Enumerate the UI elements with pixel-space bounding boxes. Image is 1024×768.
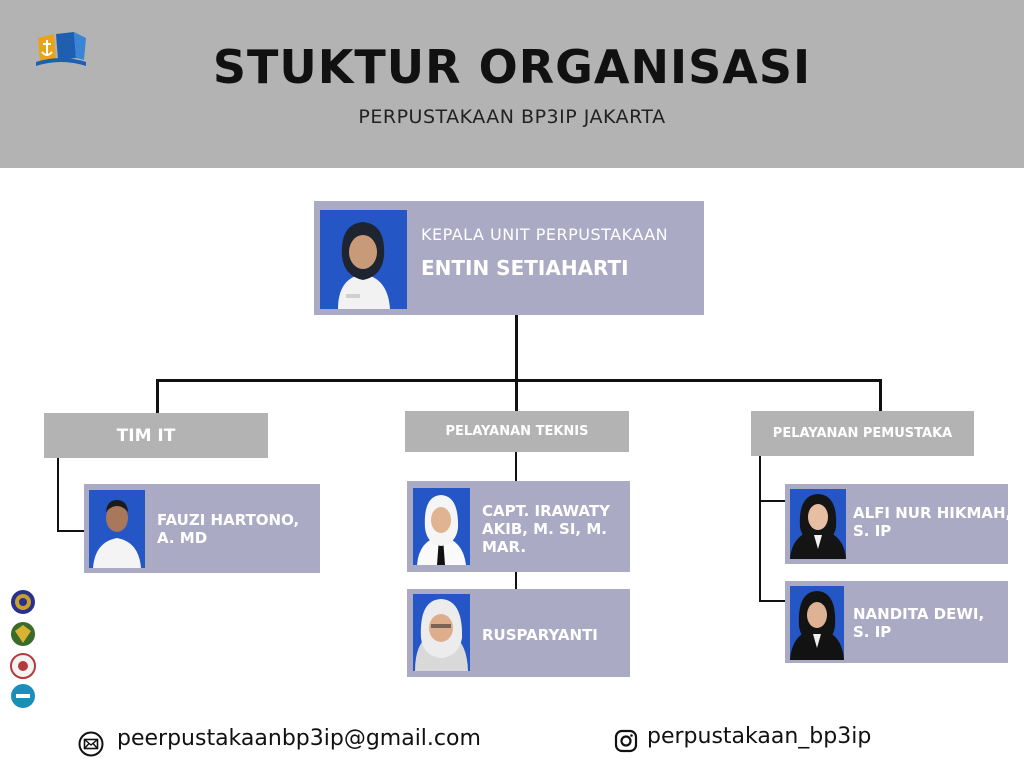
member-photo-fauzi [89,490,145,568]
member-photo-nandita [790,586,844,660]
connector-pemustaka-vertical [759,455,761,602]
division-label-pelayanan-teknis: PELAYANAN TEKNIS [405,411,629,452]
head-photo [320,210,407,309]
page-subtitle: PERPUSTAKAAN BP3IP JAKARTA [358,106,666,128]
member-name-nandita: NANDITA DEWI, S. IP [853,605,985,641]
division-label-tim-it: TIM IT [44,413,268,458]
mail-icon [78,731,104,757]
member-photo-irawaty [413,488,470,565]
connector-horizontal [156,379,882,382]
blu-logo-icon [10,683,36,709]
connector-teknis-1 [515,451,517,481]
seal-icon-2 [10,621,36,647]
head-name: ENTIN SETIAHARTI [421,256,629,280]
head-role: KEPALA UNIT PERPUSTAKAAN [421,225,669,244]
member-name-rusparyanti: RUSPARYANTI [482,626,598,644]
member-name-irawaty: CAPT. IRAWATY AKIB, M. SI, M. MAR. [482,502,610,556]
connector-it-vertical [57,456,59,532]
member-name-alfi: ALFI NUR HIKMAH, S. IP [853,504,1012,540]
footer-email[interactable]: peerpustakaanbp3ip@gmail.com [117,726,481,751]
seal-icon-1 [10,589,36,615]
connector-center-drop [515,379,518,411]
connector-pemustaka-h2 [759,600,786,602]
connector-it-horizontal [57,530,84,532]
member-photo-rusparyanti [413,594,470,671]
division-label-pelayanan-pemustaka: PELAYANAN PEMUSTAKA [751,411,974,456]
connector-pemustaka-h1 [759,500,786,502]
connector-right-drop [879,379,882,411]
connector-teknis-2 [515,571,517,589]
connector-head-down [515,314,518,381]
footer-instagram[interactable]: perpustakaan_bp3ip [647,724,872,749]
page-title: STUKTUR ORGANISASI [212,40,812,94]
instagram-icon [614,729,638,753]
member-photo-alfi [790,489,846,559]
member-name-fauzi: FAUZI HARTONO, A. MD [157,511,300,547]
connector-left-drop [156,379,159,413]
seal-icon-3 [10,653,36,679]
